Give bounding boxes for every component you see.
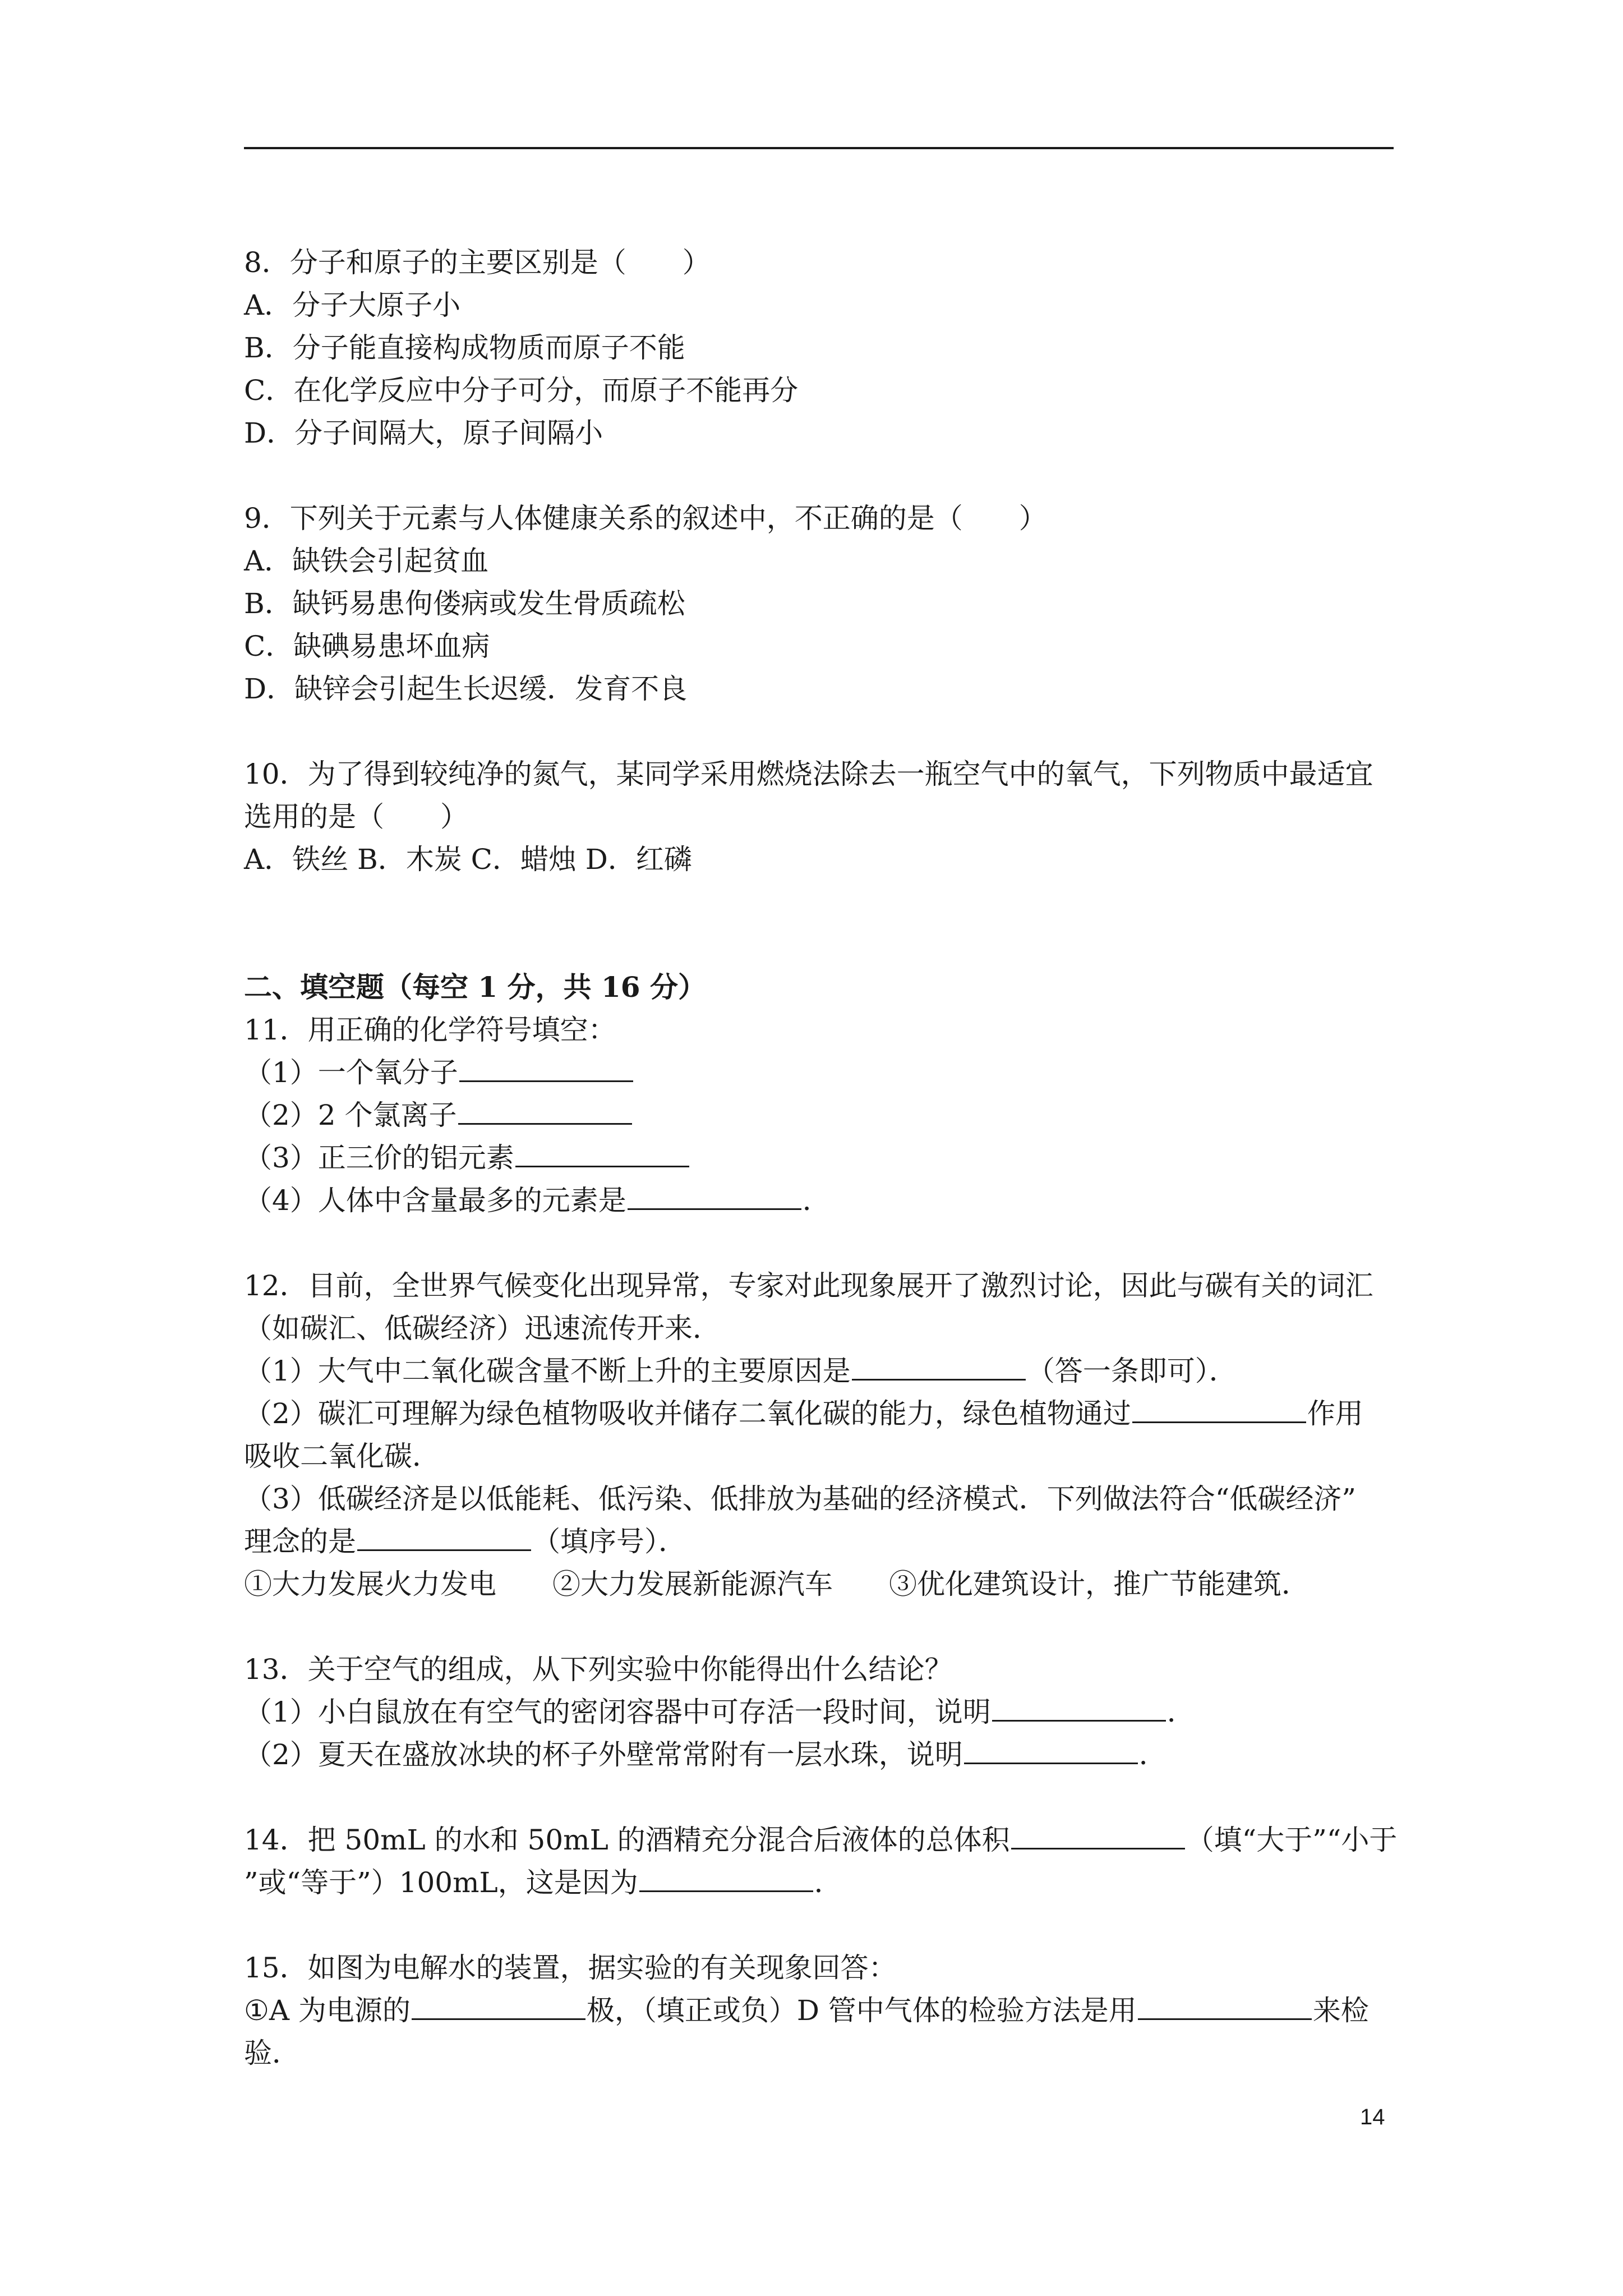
question-14-line-2-text: ”或“等于”）100mL，这是因为 bbox=[244, 1866, 638, 1899]
answer-blank[interactable] bbox=[964, 1733, 1138, 1764]
answer-blank[interactable] bbox=[628, 1179, 801, 1210]
answer-blank[interactable] bbox=[515, 1137, 689, 1167]
question-8-option-a: A．分子大原子小 bbox=[244, 289, 461, 321]
question-12-part-2-text: （2）碳汇可理解为绿色植物吸收并储存二氧化碳的能力，绿色植物通过 bbox=[244, 1397, 1131, 1430]
question-11-item-1 bbox=[244, 1051, 1399, 1094]
question-10-stem-line1: 10．为了得到较纯净的氮气，某同学采用燃烧法除去一瓶空气中的氧气，下列物质中最适宜 bbox=[244, 758, 1373, 790]
question-14-line-1-tail: （填“大于”“小于 bbox=[1186, 1824, 1398, 1856]
question-13-part-1-text: （1）小白鼠放在有空气的密闭容器中可存活一段时间，说明 bbox=[244, 1696, 991, 1728]
question-13-part-2 bbox=[244, 1733, 1399, 1776]
question-12-part-2 bbox=[244, 1392, 1399, 1435]
question-12-stem-line2: （如碳汇、低碳经济）迅速流传开来． bbox=[244, 1312, 721, 1345]
question-13-part-1 bbox=[244, 1691, 1399, 1733]
question-11-item-4-text: （4）人体中含量最多的元素是 bbox=[244, 1184, 626, 1217]
question-10-stem-line2: 选用的是（ ） bbox=[244, 800, 468, 833]
question-12-part-1-tail: （答一条即可）． bbox=[1026, 1355, 1237, 1387]
spacer bbox=[244, 881, 1399, 966]
question-9-stem: 9．下列关于元素与人体健康关系的叙述中，不正确的是（ ） bbox=[244, 502, 1047, 535]
question-15-line-1 bbox=[244, 1989, 1399, 2032]
answer-blank[interactable] bbox=[992, 1691, 1166, 1722]
question-11-item-3-text: （3）正三价的铝元素 bbox=[244, 1142, 514, 1174]
question-13-part-1-end: ． bbox=[1166, 1696, 1195, 1728]
question-15-line-1-text: ①A 为电源的 bbox=[244, 1994, 411, 2027]
question-12-part-2-tail: 作用 bbox=[1307, 1397, 1363, 1430]
question-13-part-2-end: ． bbox=[1138, 1738, 1167, 1771]
spacer bbox=[244, 454, 1399, 497]
question-9-option-c: C．缺碘易患坏血病 bbox=[244, 630, 490, 662]
question-11 bbox=[244, 1009, 1399, 1222]
question-11-item-1-text: （1）一个氧分子 bbox=[244, 1056, 458, 1089]
question-9 bbox=[244, 497, 1399, 710]
question-11-item-3 bbox=[244, 1137, 1399, 1179]
header-rule bbox=[244, 147, 1394, 149]
answer-blank[interactable] bbox=[1132, 1392, 1306, 1423]
question-14 bbox=[244, 1819, 1399, 1904]
spacer bbox=[244, 1222, 1399, 1264]
question-15-line-2: 验． bbox=[244, 2037, 300, 2069]
question-12-stem-line1: 12．目前，全世界气候变化出现异常，专家对此现象展开了激烈讨论，因此与碳有关的词汇 bbox=[244, 1269, 1373, 1302]
question-15-stem: 15．如图为电解水的装置，据实验的有关现象回答： bbox=[244, 1952, 897, 1984]
page-number: 14 bbox=[1360, 2105, 1385, 2129]
question-14-line-1-text: 14．把 50mL 的水和 50mL 的酒精充分混合后液体的总体积 bbox=[244, 1824, 1010, 1856]
spacer bbox=[244, 1904, 1399, 1947]
question-12-part-1 bbox=[244, 1350, 1399, 1392]
question-11-stem: 11．用正确的化学符号填空： bbox=[244, 1014, 616, 1046]
question-10 bbox=[244, 753, 1399, 881]
answer-blank[interactable] bbox=[852, 1350, 1026, 1381]
question-14-line-1 bbox=[244, 1819, 1399, 1861]
answer-blank[interactable] bbox=[1138, 1989, 1312, 2020]
question-15-line-1-tail: 来检 bbox=[1312, 1994, 1369, 2027]
answer-blank[interactable] bbox=[458, 1094, 632, 1125]
question-13-part-2-text: （2）夏天在盛放冰块的杯子外壁常常附有一层水珠，说明 bbox=[244, 1738, 963, 1771]
question-12 bbox=[244, 1264, 1399, 1605]
spacer bbox=[244, 1776, 1399, 1819]
question-11-item-4-end: ． bbox=[802, 1184, 831, 1217]
question-12-part-3-tail: （填序号）． bbox=[532, 1525, 686, 1558]
question-8-option-b: B．分子能直接构成物质而原子不能 bbox=[244, 332, 685, 364]
answer-blank[interactable] bbox=[639, 1861, 813, 1892]
question-12-part-3: （3）低碳经济是以低能耗、低污染、低排放为基础的经济模式．下列做法符合“低碳经济” bbox=[244, 1483, 1356, 1515]
question-8 bbox=[244, 241, 1399, 454]
answer-blank[interactable] bbox=[357, 1520, 531, 1551]
question-11-item-2-text: （2）2 个氯离子 bbox=[244, 1099, 457, 1131]
answer-blank[interactable] bbox=[412, 1989, 585, 2020]
question-8-option-d: D．分子间隔大，原子间隔小 bbox=[244, 417, 603, 449]
question-13-stem: 13．关于空气的组成，从下列实验中你能得出什么结论？ bbox=[244, 1653, 953, 1686]
question-9-option-a: A．缺铁会引起贫血 bbox=[244, 545, 489, 577]
question-8-option-c: C．在化学反应中分子可分，而原子不能再分 bbox=[244, 374, 799, 407]
spacer bbox=[244, 1605, 1399, 1648]
section-heading: 二、填空题（每空 1 分，共 16 分） bbox=[244, 970, 706, 1004]
question-15 bbox=[244, 1947, 1399, 2074]
question-11-item-4 bbox=[244, 1179, 1399, 1222]
spacer bbox=[244, 710, 1399, 753]
question-9-option-d: D．缺锌会引起生长迟缓．发育不良 bbox=[244, 673, 688, 705]
question-14-line-2 bbox=[244, 1861, 1399, 1904]
question-12-part-1-text: （1）大气中二氧化碳含量不断上升的主要原因是 bbox=[244, 1355, 851, 1387]
question-15-line-1-mid: 极，（填正或负）D 管中气体的检验方法是用 bbox=[586, 1994, 1137, 2027]
question-14-line-2-end: ． bbox=[814, 1866, 842, 1899]
question-9-option-b: B．缺钙易患佝偻病或发生骨质疏松 bbox=[244, 587, 685, 620]
question-10-options: A．铁丝 B．木炭 C．蜡烛 D．红磷 bbox=[244, 843, 692, 876]
question-12-part-3-cont bbox=[244, 1520, 1399, 1563]
question-11-item-2 bbox=[244, 1094, 1399, 1137]
page-content bbox=[244, 241, 1399, 2074]
question-12-part-2-cont: 吸收二氧化碳． bbox=[244, 1440, 440, 1473]
answer-blank[interactable] bbox=[1011, 1819, 1185, 1849]
question-8-stem: 8．分子和原子的主要区别是（ ） bbox=[244, 246, 711, 279]
answer-blank[interactable] bbox=[459, 1051, 633, 1082]
question-12-part-3-text: 理念的是 bbox=[244, 1525, 356, 1558]
question-12-choices: ①大力发展火力发电 ②大力发展新能源汽车 ③优化建筑设计，推广节能建筑． bbox=[244, 1568, 1310, 1600]
question-13 bbox=[244, 1648, 1399, 1776]
